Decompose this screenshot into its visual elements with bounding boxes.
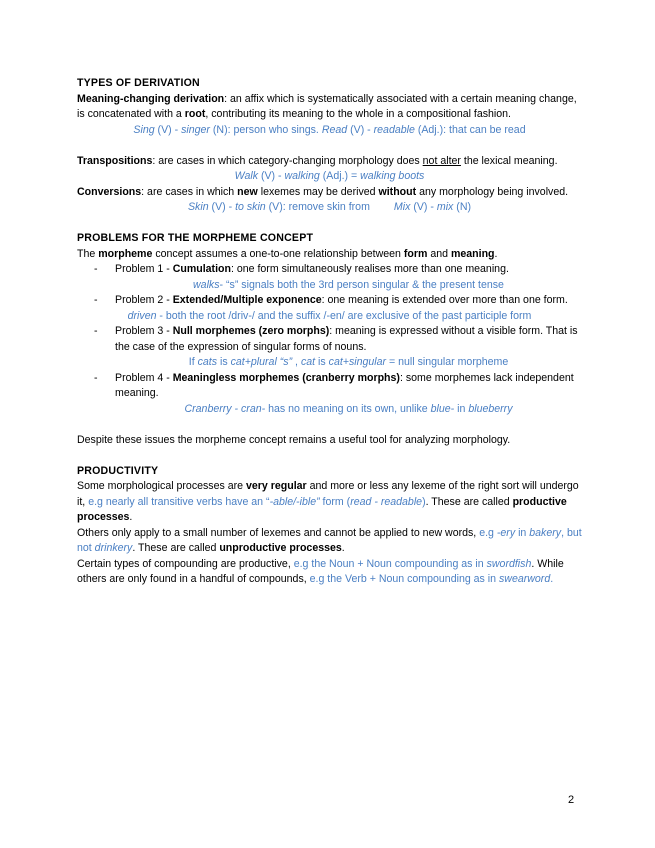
text: : are cases in which category-changing morphology does bbox=[152, 154, 423, 167]
heading-productivity: PRODUCTIVITY bbox=[77, 464, 159, 477]
text: : one meaning is extended over more than one form. bbox=[321, 294, 568, 306]
ex-text: (V) - bbox=[347, 123, 374, 136]
ex-text: has no meaning on its own, unlike bbox=[265, 402, 431, 415]
term-conversions: Conversions bbox=[77, 185, 142, 198]
blue-italic: -able/-ible” bbox=[269, 495, 320, 508]
blue-text: , but not bbox=[77, 526, 582, 554]
term-meaningless-morphemes: Meaningless morphemes (cranberry morphs) bbox=[172, 371, 400, 384]
term-transpositions: Transpositions bbox=[77, 154, 153, 167]
blue-text: ) bbox=[422, 495, 426, 508]
list-item-problem-3 bbox=[77, 324, 582, 355]
term-cumulation: Cumulation bbox=[172, 263, 231, 275]
text: and more or less any lexeme of the right sort will undergo it, bbox=[77, 480, 579, 508]
meaning-changing-definition bbox=[77, 92, 582, 123]
blue-text: e.g the Verb + Noun compounding as in bbox=[309, 573, 499, 585]
ex-word: to skin bbox=[235, 201, 266, 213]
ex-word: blue- bbox=[430, 402, 455, 415]
blue-text: form ( bbox=[319, 495, 351, 508]
problems-list bbox=[77, 262, 582, 278]
list-dash: - bbox=[94, 263, 98, 275]
list-item-problem-4 bbox=[77, 371, 582, 402]
example-skin-mix bbox=[77, 200, 582, 216]
blue-italic: read - readable bbox=[350, 495, 423, 508]
text: concept assumes a one-to-one relationship between bbox=[152, 247, 404, 260]
bold-morpheme: morpheme bbox=[98, 247, 153, 260]
text: . These are called bbox=[132, 542, 220, 554]
ex-text: (V) - bbox=[154, 123, 182, 136]
problems-list-3 bbox=[77, 324, 582, 355]
bold-form: form bbox=[403, 247, 428, 260]
list-dash: - bbox=[94, 325, 98, 337]
example-driven bbox=[67, 309, 592, 325]
blue-text: e.g nearly all transitive verbs have an “ bbox=[88, 495, 270, 508]
ex-text: (V) - bbox=[208, 201, 236, 213]
bold-very-regular: very regular bbox=[246, 480, 307, 492]
blue-italic: swordfish bbox=[486, 557, 532, 570]
bold-productive-processes: productive processes bbox=[77, 495, 567, 523]
compounding-paragraph bbox=[77, 557, 582, 588]
morpheme-conclusion: Despite these issues the morpheme concept remains a useful tool for analyzing morphology. bbox=[77, 433, 511, 446]
transpositions-definition bbox=[77, 154, 582, 170]
text: . While others are only found in a handful of compounds, bbox=[77, 557, 564, 585]
ex-word: cats bbox=[197, 356, 218, 368]
text: lexemes may be derived bbox=[257, 185, 379, 198]
ex-word: walking bbox=[284, 170, 320, 182]
example-walks bbox=[77, 278, 582, 294]
ex-text: in bbox=[454, 402, 469, 415]
bold-meaning: meaning bbox=[450, 247, 495, 260]
bold-unproductive-processes: unproductive processes bbox=[219, 542, 342, 554]
text: : are cases in which bbox=[141, 185, 238, 198]
ex-word: Mix bbox=[393, 201, 411, 213]
example-cats bbox=[77, 355, 582, 371]
underlined-not-alter: not alter bbox=[422, 154, 461, 167]
ex-text: - “s” signals both the 3rd person singular & the present tense bbox=[219, 278, 504, 291]
ex-text: (Adj.): that can be read bbox=[414, 123, 526, 136]
ex-word: blueberry bbox=[468, 402, 513, 415]
ex-word: singer bbox=[181, 123, 210, 136]
heading-types-of-derivation: TYPES OF DERIVATION bbox=[77, 77, 200, 89]
ex-word: cat+singular bbox=[328, 356, 387, 368]
ex-text: is bbox=[315, 356, 329, 368]
text: . bbox=[494, 247, 498, 260]
example-cranberry bbox=[77, 402, 582, 418]
blue-text: in bbox=[515, 526, 530, 539]
ex-text: (V) - bbox=[258, 170, 285, 182]
blue-italic: swearword bbox=[499, 573, 551, 585]
ex-word: cat bbox=[300, 356, 316, 368]
ex-text: is bbox=[217, 356, 231, 368]
text: : an affix which is systematically associated with a certain meaning change, is concatenated with a bbox=[77, 92, 577, 120]
ex-text: , bbox=[292, 356, 301, 368]
blue-text: e.g bbox=[479, 526, 497, 539]
ex-word: Read bbox=[321, 123, 348, 136]
term-meaning-changing: Meaning-changing derivation bbox=[77, 92, 225, 105]
ex-text: = null singular morpheme bbox=[386, 356, 509, 368]
problems-list-4 bbox=[77, 371, 582, 402]
ex-text: If bbox=[188, 356, 198, 368]
text: : some morphemes lack independent meaning. bbox=[115, 371, 574, 399]
ex-word: Sing bbox=[133, 123, 155, 136]
ex-text: (Adj.) = bbox=[319, 170, 361, 182]
term-extended-exponence: Extended/Multiple exponence bbox=[172, 294, 322, 306]
problems-list-2 bbox=[77, 293, 582, 309]
ex-word: cat+plural “s” bbox=[230, 356, 293, 368]
heading-problems-morpheme: PROBLEMS FOR THE MORPHEME CONCEPT bbox=[77, 232, 314, 244]
ex-word: walking boots bbox=[360, 170, 425, 182]
conversions-definition bbox=[77, 185, 582, 201]
text: Some morphological processes are bbox=[77, 480, 246, 492]
list-item-problem-1 bbox=[77, 262, 582, 278]
blue-text: e.g the Noun + Noun compounding as in bbox=[293, 557, 487, 570]
example-walk-walking bbox=[77, 169, 582, 185]
text: and bbox=[427, 247, 451, 260]
ex-text: (V): remove skin from bbox=[265, 201, 370, 213]
list-dash: - bbox=[94, 294, 98, 306]
page-number: 2 bbox=[568, 794, 575, 806]
text: : one form simultaneously realises more than one meaning. bbox=[230, 263, 509, 275]
ex-text: - both the root /driv-/ and the suffix /-en/ are exclusive of the past participle form bbox=[156, 309, 532, 322]
ex-word: driven bbox=[127, 309, 157, 322]
text: . bbox=[129, 511, 133, 523]
example-sing-singer bbox=[77, 123, 582, 139]
text: , contributing its meaning to the whole in a compositional fashion. bbox=[205, 108, 512, 120]
unproductive-paragraph bbox=[77, 526, 582, 557]
text: . bbox=[341, 542, 345, 554]
text: Others only apply to a small number of lexemes and cannot be applied to new words, bbox=[77, 526, 480, 539]
ex-text: (V) - bbox=[410, 201, 437, 213]
term-root: root bbox=[184, 108, 206, 120]
text: any morphology being involved. bbox=[416, 185, 569, 198]
blue-text: . bbox=[550, 573, 554, 585]
ex-word: Cranberry - cran- bbox=[184, 402, 266, 415]
ex-text: (N) bbox=[453, 201, 472, 213]
productive-paragraph bbox=[77, 479, 582, 526]
ex-word: Skin bbox=[187, 201, 209, 213]
blue-italic: drinkery bbox=[94, 542, 133, 554]
ex-word: walks bbox=[193, 278, 220, 291]
text: Problem 2 - bbox=[115, 294, 173, 306]
text: Problem 4 - bbox=[115, 371, 173, 384]
ex-word: mix bbox=[436, 201, 454, 213]
ex-word: Walk bbox=[234, 170, 258, 182]
ex-text: (N): person who sings. bbox=[209, 123, 322, 136]
text: . These are called bbox=[425, 495, 513, 508]
document-page bbox=[77, 76, 582, 588]
text: Problem 1 - bbox=[115, 263, 173, 275]
bold-new: new bbox=[237, 185, 258, 198]
text: : meaning is expressed without a visible form. That is the case of the expression of singular forms of nouns. bbox=[115, 325, 578, 353]
blue-italic: bakery bbox=[529, 526, 562, 539]
ex-word: readable bbox=[373, 123, 415, 136]
text: Problem 3 - bbox=[115, 325, 173, 337]
text: Certain types of compounding are productive, bbox=[77, 557, 294, 570]
term-null-morphemes: Null morphemes (zero morphs) bbox=[172, 325, 330, 337]
bold-without: without bbox=[378, 185, 417, 198]
blue-italic: -ery bbox=[496, 526, 516, 539]
morpheme-intro bbox=[77, 247, 582, 263]
text: the lexical meaning. bbox=[460, 154, 558, 167]
list-item-problem-2 bbox=[77, 293, 582, 309]
list-dash: - bbox=[94, 371, 98, 384]
text: The bbox=[77, 247, 99, 260]
